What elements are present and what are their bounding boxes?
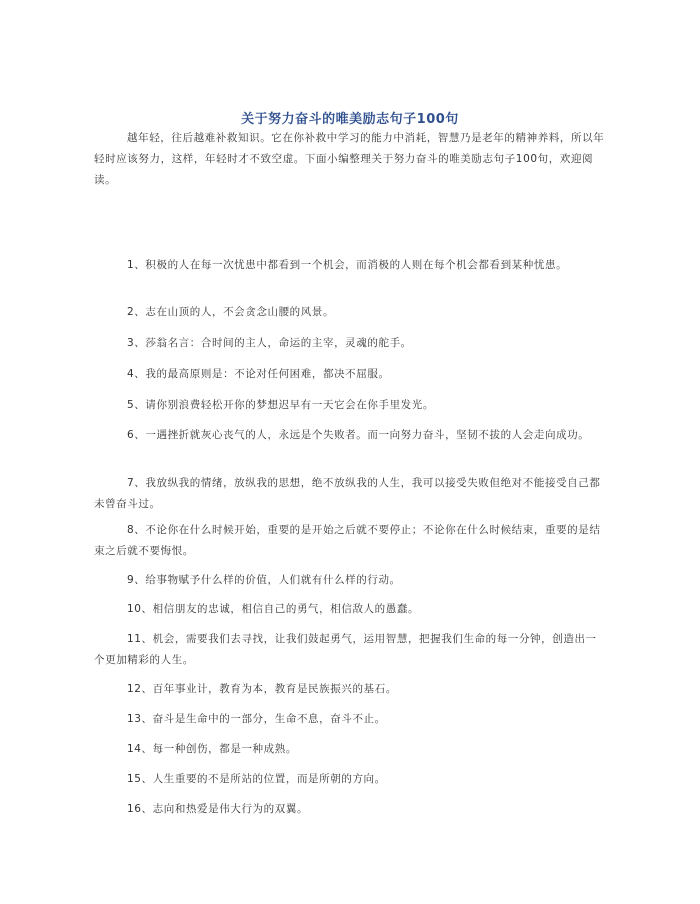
list-item: 8、不论你在什么时候开始，重要的是开始之后就不要停止；不论你在什么时候结束，重要的是结束之后就不要悔恨。 xyxy=(94,524,601,557)
list-item: 10、相信朋友的忠诚，相信自己的勇气，相信敌人的愚蠢。 xyxy=(127,603,420,615)
list-item: 12、百年事业计，教育为本，教育是民族振兴的基石。 xyxy=(127,683,397,695)
list-item: 13、奋斗是生命中的一部分，生命不息，奋斗不止。 xyxy=(127,713,386,725)
list-item: 11、机会，需要我们去寻找，让我们鼓起勇气，运用智慧，把握我们生命的每一分钟，创造出一个更加精彩的人生。 xyxy=(94,633,597,666)
list-item: 3、莎翁名言：合时间的主人，命运的主宰，灵魂的舵手。 xyxy=(127,337,412,349)
intro-paragraph: 越年轻，往后越难补救知识。它在你补救中学习的能力中消耗，智慧乃是老年的精神养料，所以年轻时应该努力，这样，年轻时才不致空虚。下面小编整理关于努力奋斗的唯美励志句子100句，欢迎阅读。 xyxy=(94,132,605,186)
list-item: 6、一遇挫折就灰心丧气的人，永远是个失败者。而一向努力奋斗，坚韧不拔的人会走向成功。 xyxy=(127,429,590,441)
document-title: 关于努力奋斗的唯美励志句子100句 xyxy=(241,112,459,127)
list-item: 9、给事物赋予什么样的价值，人们就有什么样的行动。 xyxy=(127,574,401,586)
list-item: 5、请你别浪费轻松开你的梦想迟早有一天它会在你手里发光。 xyxy=(127,399,434,411)
list-item: 15、人生重要的不是所站的位置，而是所朝的方向。 xyxy=(127,773,386,785)
list-item: 7、我放纵我的情绪，放纵我的思想，绝不放纵我的人生，我可以接受失败但绝对不能接受自己都未曾奋斗过。 xyxy=(94,477,601,510)
list-item: 4、我的最高原则是：不论对任何困难，都决不屈服。 xyxy=(127,368,390,380)
list-item: 16、志向和热爱是伟大行为的双翼。 xyxy=(127,803,309,815)
list-item: 14、每一种创伤，都是一种成熟。 xyxy=(127,743,297,755)
list-item: 2、志在山顶的人，不会贪念山腰的风景。 xyxy=(127,306,335,318)
list-item: 1、积极的人在每一次忧患中都看到一个机会，而消极的人则在每个机会都看到某种忧患。 xyxy=(127,259,568,271)
